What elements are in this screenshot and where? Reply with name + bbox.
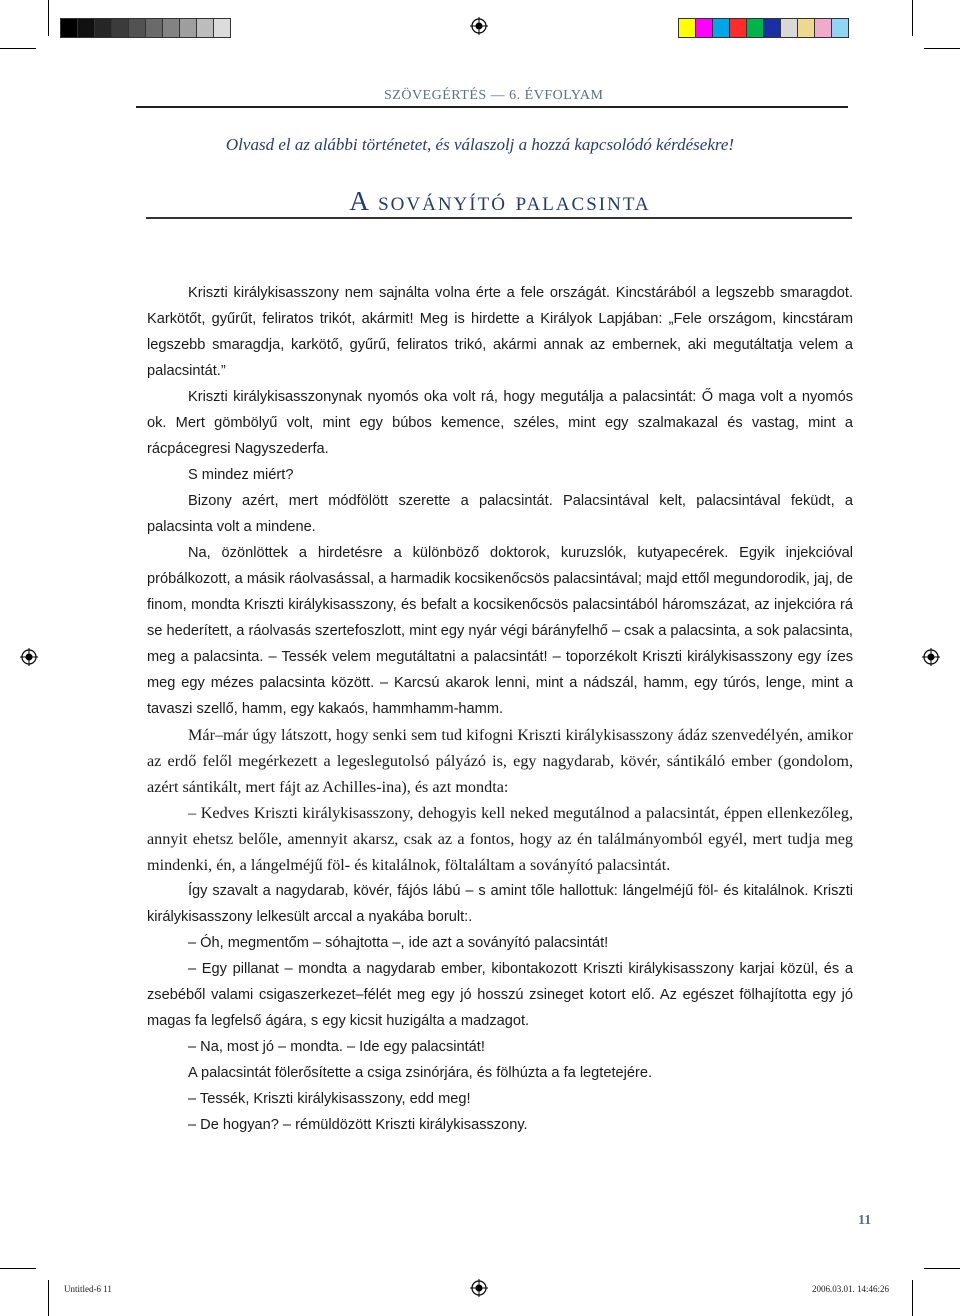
grayscale-color-bar: [60, 18, 230, 38]
crop-mark: [48, 1280, 49, 1316]
page-number: 11: [858, 1213, 872, 1228]
running-head: SZÖVEGÉRTÉS — 6. ÉVFOLYAM: [384, 88, 604, 103]
color-swatch: [196, 18, 214, 38]
paragraph: Bizony azért, mert módfölött szerette a palacsintát. Palacsintával kelt, palacsintával feküdt, a palacsinta volt a mindene.: [147, 493, 853, 535]
registration-mark-icon: [922, 648, 940, 666]
paragraph: Na, özönlöttek a hirdetésre a különböző doktorok, kuruzslók, kutyapecérek. Egyik injekcióval próbálkozott, a másik ráolvasással, a harmadik kocsikenőcsös palacsintával; majd ettől megundorodik, jaj, de finom, mondta Kriszti királykisasszony, és befalt a kocsikenőcsös palacsintából háromszázat, az injekcióra rá se hederített, a ráolvasás szertefoszlott, mint egy nyár végi bárányfelhő – csak a palacsinta, a sok palacsinta, meg a palacsinta. – Tessék velem megutáltatni a palacsintát! – toporzékolt Kriszti királykisasszony egy ízes meg egy mézes palacsinta között. – Karcsú akarok lenni, mint a nádszál, hamm, egy túrós, lenge, mint a tavaszi szellő, hamm, egy kakaós, hammhamm-hamm.: [147, 545, 853, 717]
print-slug-timestamp: 2006.03.01. 14:46:26: [812, 1284, 890, 1294]
title-rule: [146, 217, 852, 219]
paragraph: – Egy pillanat – mondta a nagydarab ember, kibontakozott Kriszti királykisasszony karjai közül, és a zsebéből valami csigaszerkezet–félét meg egy jó hosszú zsineget kotort elő. Az egészet fölhajította egy jó magas fa legfelső ágára, s egy kicsit huzigálta a madzagot.: [147, 961, 853, 1029]
color-swatch: [60, 18, 78, 38]
paragraph: Már–már úgy látszott, hogy senki sem tud kifogni Kriszti királykisasszony ádáz szenvedélyén, amikor az erdő felől megérkezett a legeslegutolsó pályázó is, egy nagydarab, kövér, sántikáló ember (gondolom, azért sántikált, mert fájt az Achilles-ina), és azt mondta:: [147, 726, 853, 796]
color-swatch: [814, 18, 832, 38]
paragraph: – Na, most jó – mondta. – Ide egy palacsintát!: [188, 1039, 485, 1055]
color-swatch: [780, 18, 798, 38]
paragraph: – De hogyan? – rémüldözött Kriszti királykisasszony.: [188, 1117, 528, 1133]
crop-mark: [912, 0, 913, 36]
color-swatch: [797, 18, 815, 38]
color-swatch: [179, 18, 197, 38]
instruction-text: Olvasd el az alábbi történetet, és válaszolj a hozzá kapcsolódó kérdésekre!: [225, 135, 735, 154]
color-swatch: [128, 18, 146, 38]
color-swatch: [94, 18, 112, 38]
crop-mark: [912, 1280, 913, 1316]
color-swatch: [763, 18, 781, 38]
crop-mark: [924, 48, 960, 49]
color-swatch: [729, 18, 747, 38]
crop-mark: [48, 0, 49, 36]
print-slug-filename: Untitled-6 11: [64, 1284, 112, 1294]
paragraph: – Óh, megmentőm – sóhajtotta –, ide azt a soványító palacsintát!: [188, 935, 609, 951]
story-title: A soványító palacsinta: [349, 186, 651, 216]
registration-mark-icon: [20, 648, 38, 666]
color-swatch: [712, 18, 730, 38]
color-swatch: [213, 18, 231, 38]
paragraph: Kriszti királykisasszonynak nyomós oka volt rá, hogy megutálja a palacsintát: Ő maga volt a nyomós ok. Mert gömbölyű volt, mint egy búbos kemence, széles, mint egy szalmakazal és vastag, mint a rácpácegresi Nagyszederfa.: [147, 389, 853, 457]
story-body: [147, 280, 853, 1138]
crop-mark: [0, 1268, 36, 1269]
header-rule: [136, 106, 848, 108]
color-swatch: [145, 18, 163, 38]
color-swatch: [162, 18, 180, 38]
paragraph: S mindez miért?: [188, 467, 294, 483]
color-swatch: [831, 18, 849, 38]
crop-mark: [0, 48, 36, 49]
paragraph: A palacsintát fölerősítette a csiga zsinórjára, és fölhúzta a fa legtetejére.: [188, 1065, 653, 1081]
paragraph: – Tessék, Kriszti királykisasszony, edd meg!: [188, 1091, 471, 1107]
paragraph: Így szavalt a nagydarab, kövér, fájós lábú – s amint tőle hallottuk: lángelméjű föl- és kitalálnok. Kriszti királykisasszony lelkesült arccal a nyakába borult:.: [147, 883, 853, 925]
color-swatch: [678, 18, 696, 38]
paragraph: Kriszti királykisasszony nem sajnálta volna érte a fele országát. Kincstárából a legszebb smaragdot. Karkötőt, gyűrűt, feliratos trikót, akármit! Meg is hirdette a Királyok Lapjában: „Fele országom, kincstáram legszebb smaragdja, karkötő, gyűrű, feliratos trikó, akármi annak az embernek, aki megutáltatja velem a palacsintát.”: [147, 285, 853, 379]
color-swatch: [695, 18, 713, 38]
registration-mark-icon: [470, 17, 488, 35]
color-swatch: [746, 18, 764, 38]
color-swatch: [111, 18, 129, 38]
paragraph: – Kedves Kriszti királykisasszony, dehogyis kell neked megutálnod a palacsintát, éppen ellenkezőleg, annyit ehetsz belőle, amennyit akarsz, csak az a fontos, hogy az én találmányomból egyél, mert tudja meg mindenki, én, a lángelméjű föl- és kitalálnok, föltaláltam a soványító palacsintát.: [147, 804, 853, 874]
crop-mark: [924, 1268, 960, 1269]
color-swatch: [77, 18, 95, 38]
cmyk-color-bar: [678, 18, 848, 38]
registration-mark-icon: [470, 1279, 488, 1297]
